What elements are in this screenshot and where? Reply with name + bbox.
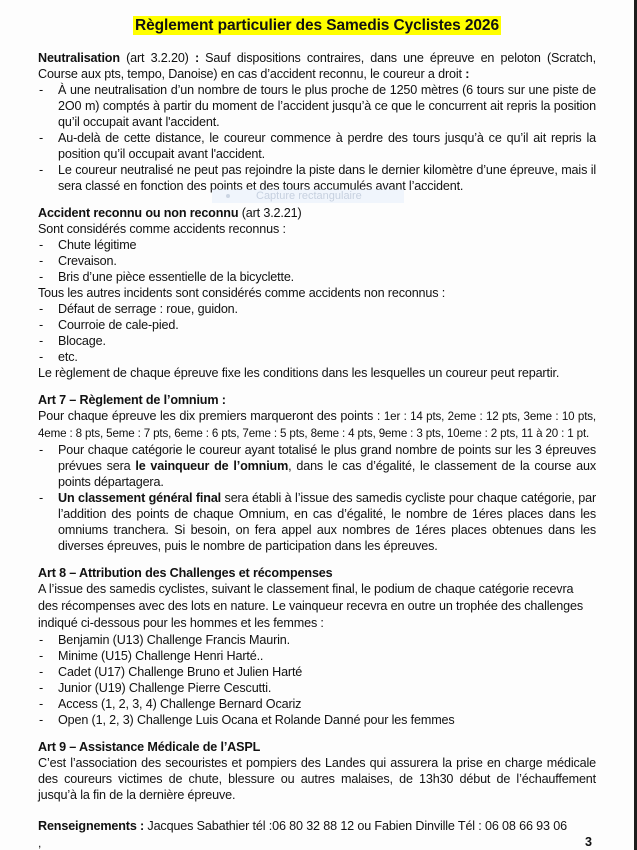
list-item: - Cadet (U17) Challenge Bruno et Julien Harté <box>38 664 596 680</box>
list-item <box>38 490 596 554</box>
list-item: - Défaut de serrage : roue, guidon. <box>38 301 596 317</box>
document-body <box>38 50 596 834</box>
text: , dans le cas d’égalité, le classement de la course aux points départagera. <box>58 459 596 489</box>
section-art8 <box>38 565 596 728</box>
list-item: - etc. <box>38 349 596 365</box>
capture-tooltip-overlay <box>212 189 404 203</box>
neutralisation-intro-text: Sauf dispositions contraires, dans une épreuve en peloton (Scratch, Course aux pts, tempo, Danoise) en cas d’accident reconnu, le coureur a droit <box>38 51 596 81</box>
accident-closing: Le règlement de chaque épreuve fixe les conditions dans les lesquelles un coureur peut repartir. <box>38 366 560 380</box>
accident-ref: (art 3.2.21) <box>238 206 302 220</box>
accident-heading: Accident reconnu ou non reconnu <box>38 206 239 220</box>
list-item: - Au-delà de cette distance, le coureur commence à perdre des tours jusqu’à ce qu’il ait repris la position qu’il occupait avant l'accident. <box>38 130 596 162</box>
section-neutralisation <box>38 50 596 194</box>
tooltip-bullet-icon <box>226 194 230 198</box>
list-item: - Minime (U15) Challenge Henri Harté.. <box>38 648 596 664</box>
list-item: - Junior (U19) Challenge Pierre Cescutti. <box>38 680 596 696</box>
list-item: - Crevaison. <box>38 253 596 269</box>
colon: : <box>465 67 470 81</box>
neutralisation-intro <box>38 50 596 82</box>
list-item: - Open (1, 2, 3) Challenge Luis Ocana et Rolande Danné pour les femmes <box>38 712 596 728</box>
art7-list <box>38 442 596 554</box>
text: Pour chaque catégorie le coureur ayant totalisé le plus grand nombre de points sur les 3 épreuves prévues sera <box>58 443 596 473</box>
list-item: - Chute légitime <box>38 237 596 253</box>
list-item: - Courroie de cale-pied. <box>38 317 596 333</box>
section-accident <box>38 205 596 381</box>
trailing-comma: , <box>38 836 42 850</box>
contact-line <box>38 818 596 834</box>
page-number: 3 <box>585 835 593 849</box>
general-classification-emphasis: Un classement général final <box>58 491 222 505</box>
list-item: - À une neutralisation d’un nombre de tours le plus proche de 1250 mètres (6 tours sur une piste de 2O0 m) comptés à partir du moment de l’accident jusqu’à ce que le concurrent ait repris la position qu’il occupait avant l'accident. <box>38 82 596 130</box>
art7-heading: Art 7 – Règlement de l’omnium : <box>38 393 226 407</box>
art7-points-paragraph <box>38 408 596 442</box>
unrecognized-intro: Tous les autres incidents sont considérés comme accidents non reconnus : <box>38 286 446 300</box>
omnium-winner-emphasis: le vainqueur de l’omnium <box>135 459 289 473</box>
section-art9 <box>38 739 596 803</box>
title-wrap <box>0 16 634 35</box>
colon: : <box>194 51 199 65</box>
section-art7 <box>38 392 596 554</box>
page-title: Règlement particulier des Samedis Cyclistes 2026 <box>135 17 499 34</box>
tooltip-label: Capture rectangulaire <box>256 190 362 202</box>
list-item: - Blocage. <box>38 333 596 349</box>
accident-heading-line <box>38 205 596 221</box>
neutralisation-list <box>38 82 596 194</box>
neutralisation-heading: Neutralisation <box>38 51 120 65</box>
text: sera établi à l’issue des samedis cycliste pour chaque catégorie, par l’addition des points de chaque Omnium, en cas d’égalité, le nombre de 1éres places dans les omniums tranchera. Si besoin, on fera appel aux nombres de 1éres places obtenues dans les diverses épreuves, puis le nombre de participation dans les épreuves. <box>58 491 596 553</box>
contact-text: Jacques Sabathier tél :06 80 32 88 12 ou Fabien Dinville Tél : 06 08 66 93 06 <box>144 819 567 833</box>
list-item: - Bris d’une pièce essentielle de la bicyclette. <box>38 269 596 285</box>
section-contact <box>38 818 596 834</box>
art7-intro: Pour chaque épreuve les dix premiers marqueront des points : <box>38 409 384 423</box>
list-item <box>38 442 596 490</box>
contact-label: Renseignements : <box>38 819 145 833</box>
art9-heading: Art 9 – Assistance Médicale de l’ASPL <box>38 740 261 754</box>
art7-points: 1er : 14 pts, 2eme : 12 pts, 3eme : 10 pts, 4eme : 8 pts, 5eme : 7 pts, 6eme : 6 pts, 7eme : 5 pts, 8eme : 4 pts, 9eme : 3 pts, 10eme : 2 pts, 11 à 20 : 1 pt. <box>38 410 596 440</box>
art9-body: C’est l’association des secouristes et pompiers des Landes qui assurera la prise en charge médicale des coureurs victimes de chute, blessure ou autres malaises, de 13h30 début de l’échauffement jusqu’à la fin de la dernière épreuve. <box>38 756 596 802</box>
art8-heading: Art 8 – Attribution des Challenges et récompenses <box>38 566 333 580</box>
art8-intro: A l’issue des samedis cyclistes, suivant le classement final, le podium de chaque catégorie recevra des récompenses avec des lots en nature. Le vainqueur recevra en outre un trophée des challenges indiqué ci-dessous pour les hommes et les femmes : <box>38 582 583 630</box>
recognized-intro: Sont considérés comme accidents reconnus : <box>38 222 286 236</box>
list-item: - Access (1, 2, 3, 4) Challenge Bernard Ocariz <box>38 696 596 712</box>
challenges-list <box>38 632 596 728</box>
list-item: - Benjamin (U13) Challenge Francis Maurin. <box>38 632 596 648</box>
neutralisation-ref: (art 3.2.20) <box>119 51 195 65</box>
list-item: - Le coureur neutralisé ne peut pas rejoindre la piste dans le dernier kilomètre d’une épreuve, mais il sera classé en fonction des points et des tours accumulés avant l’accident. <box>38 162 596 194</box>
recognized-list <box>38 237 596 285</box>
unrecognized-list <box>38 301 596 365</box>
